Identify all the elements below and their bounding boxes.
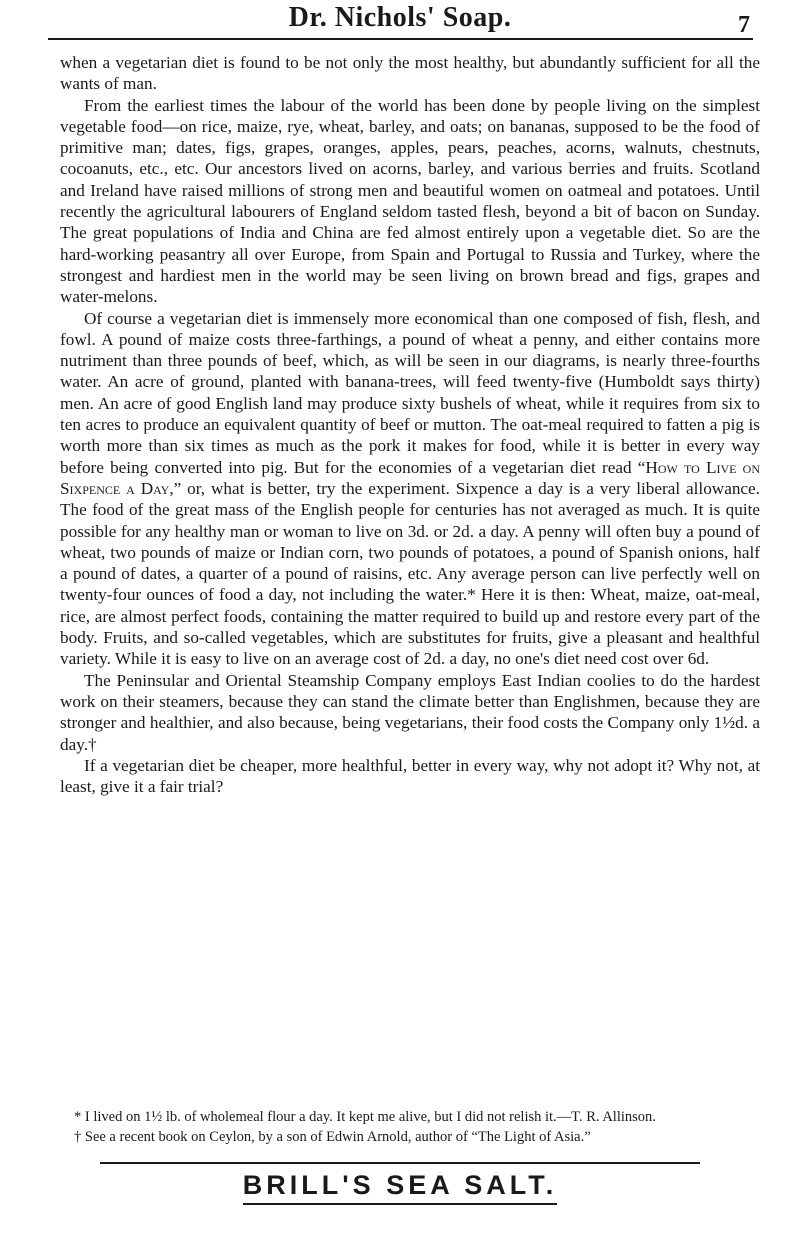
paragraph-economy <box>60 308 760 670</box>
running-title: Dr. Nichols' Soap. <box>288 2 512 33</box>
footnote-ceylon: † See a recent book on Ceylon, by a son of Edwin Arnold, author of “The Light of Asia.” <box>74 1129 591 1145</box>
paragraph-steamship: The Peninsular and Oriental Steamship Company employs East Indian coolies to do the hardest work on their steamers, because they can stand the climate better than Englishmen, because they are stronger and healthier, and also because, being vegetarians, their food costs the Company only 1½d. a day.† <box>60 670 760 754</box>
header-rule <box>48 38 753 40</box>
footer-advert-text: BRILL'S SEA SALT. <box>243 1170 557 1205</box>
paragraph-vegetable-food: From the earliest times the labour of the world has been done by people living on the simplest vegetable food—on rice, maize, rye, wheat, barley, and oats; on bananas, supposed to be the food of primitive man; dates, figs, grapes, oranges, apples, pears, peaches, acorns, walnuts, chestnuts, cocoanuts, etc., etc. Our ancestors lived on acorns, barley, and various berries and fruits. Scotland and Ireland have raised millions of strong men and beautiful women on oatmeal and potatoes. Until recently the agricultural labourers of England seldom tasted flesh, beyond a bit of bacon on Sunday. The great populations of India and China are fed almost entirely upon a vegetable diet. So are the hard-working peasantry all over Europe, from Spain and Portugal to Russia and Turkey, where the strongest and hardiest men in the world may be seen living on brown bread and figs, grapes and water-melons. <box>60 95 760 307</box>
footnote-allinson: * I lived on 1½ lb. of wholemeal flour a day. It kept me alive, but I did not relish it.—T. R. Allinson. <box>74 1109 656 1125</box>
footer-advert <box>0 1170 800 1205</box>
page-number: 7 <box>738 12 750 38</box>
book-title-smallcaps: How to Live on Sixpence a Day, <box>60 457 760 498</box>
paragraph-economy-part2: ” or, what is better, try the experiment. Sixpence a day is a very liberal allowance. The food of the great mass of the English people for centuries has not averaged as much. It is quite possible for any healthy man or woman to live on 3d. or 2d. a day. A penny will often buy a pound of wheat, two pounds of maize or Indian corn, two pounds of potatoes, a pound of Spanish onions, half a pound of dates, a quarter of a pound of raisins, etc. Any average person can live perfectly well on twenty-four ounces of food a day, not including the water.* Here it is then: Wheat, maize, oat-meal, rice, are almost perfect foods, containing the matter required to build up and restore every part of the body. Fruits, and so-called vegetables, which are substitutes for fruits, give a pleasant and healthful variety. While it is easy to live on an average cost of 2d. a day, no one's diet need cost over 6d. <box>60 478 760 669</box>
page-header <box>0 0 800 46</box>
paragraph-economy-part1: Of course a vegetarian diet is immensely more economical than one composed of fish, flesh, and fowl. A pound of maize costs three-farthings, a pound of wheat a penny, and either contains more nutriment than three pounds of beef, which, as will be seen in our diagrams, is nearly three-fourths water. An acre of ground, planted with banana-trees, will feed twenty-five (Humboldt says thirty) men. An acre of good English land may produce sixty bushels of wheat, while it requires from six to ten acres to produce an equivalent quantity of beef or mutton. The oat-meal required to fatten a pig is worth more than six times as much as the pork it makes for food, while it is better in every way before being converted into pig. But for the economies of a vegetarian diet read “ <box>60 308 760 477</box>
footnotes <box>60 1108 760 1148</box>
footer-rule <box>100 1162 700 1164</box>
body-text <box>60 52 760 797</box>
paragraph-continued: when a vegetarian diet is found to be not only the most healthy, but abundantly sufficient for all the wants of man. <box>60 53 760 94</box>
paragraph-conclusion: If a vegetarian diet be cheaper, more healthful, better in every way, why not adopt it? Why not, at least, give it a fair trial? <box>60 755 760 797</box>
